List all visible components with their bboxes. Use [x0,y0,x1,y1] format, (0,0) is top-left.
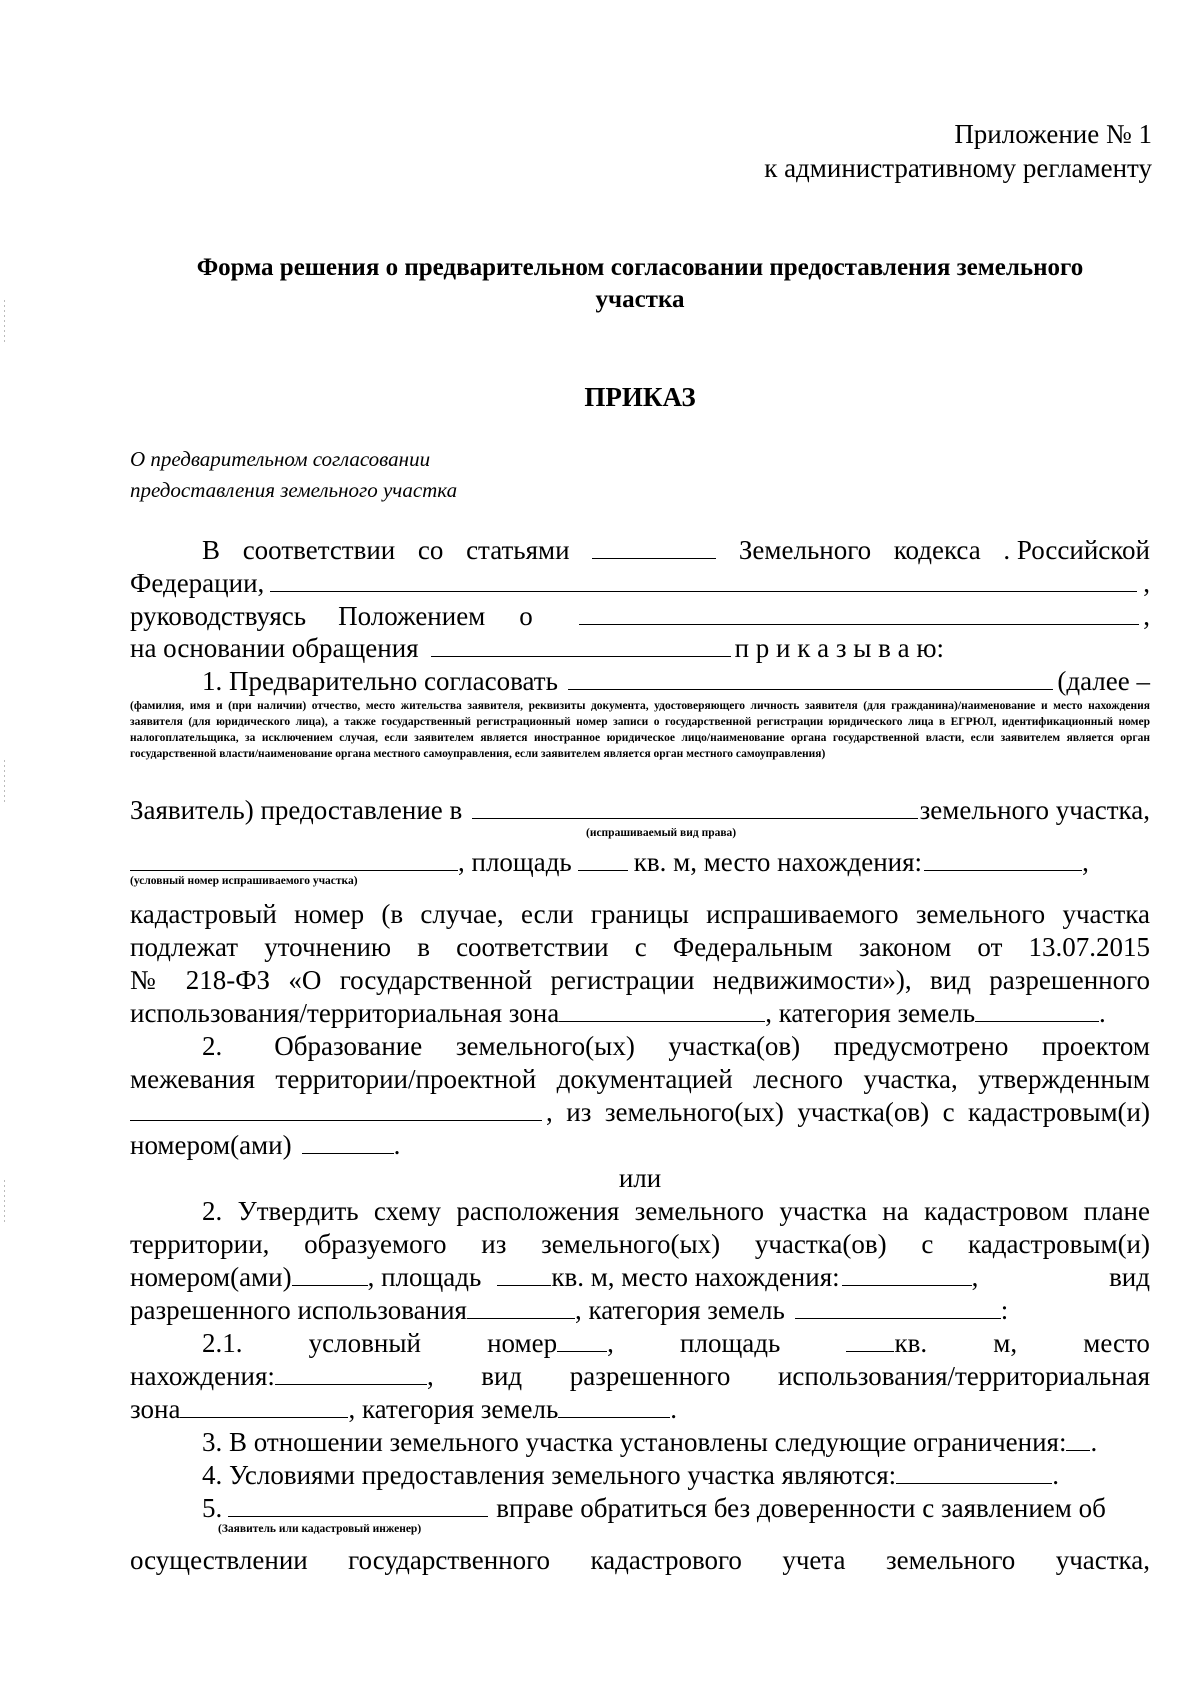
body-line-zone-category [130,997,1150,1029]
blank-field-zone [180,1395,348,1418]
body-line-item2 [130,1030,1150,1062]
text: со [417,535,444,565]
body-paragraph-line: № 218-ФЗ «О государственной регистрации недвижимости»), вид разрешенного [130,965,1150,995]
right-type-caption: (испрашиваемый вид права) [586,827,737,839]
blank-field-right-type [472,796,917,819]
text: 2.1. [202,1328,243,1358]
text: , [1143,568,1150,598]
blank-field [270,569,1137,592]
conditional-number-group [487,1327,614,1359]
area-group [846,1327,927,1359]
text: . [1090,1427,1098,1457]
text: : [1000,1295,1009,1325]
text: Заявитель) предоставление в [130,795,463,825]
body-line-basis [130,632,1150,664]
scan-margin-mark [4,300,5,342]
text: , [1143,601,1150,631]
body-line-item5 [130,1492,1150,1524]
body-line-numbers [130,1129,1150,1161]
blank-field-restrictions [1066,1428,1090,1451]
text: . Российской [1003,535,1150,565]
text: . [1099,998,1106,1028]
blank-field-zone [559,999,765,1022]
blank-field-articles [592,536,716,559]
text: Земельного [738,535,872,565]
body-paragraph-line: подлежат уточнению в соответствии с Федеральным законом от 13.07.2015 [130,932,1150,962]
text: . [393,1130,401,1160]
body-paragraph-line: территории, образуемого из земельного(ых) участка(ов) с кадастровым(и) [130,1229,1150,1259]
text: Положением [338,601,486,631]
text: кодекса [893,535,981,565]
text: кадастрового [590,1545,742,1575]
text: (далее – [1057,666,1150,696]
text: 5. [202,1493,223,1523]
body-line-approved [130,1096,1150,1128]
text: условный [308,1328,421,1358]
applicant-field-note: (фамилия, имя и (при наличии) отчество, место жительства заявителя, реквизиты документа, удостоверяющего личность заявителя (для гражданина)/наименование и место нахождения заявителя (для юридического лица), а также государственный регистрационный номер записи о государственной регистрации юридического лица в ЕГРЮЛ, идентификационный номер налогоплательщика, за исключением случая, если заявителем является иностранное юридическое лицо/наименование органа государственной власти, если заявителем является орган государственной власти/наименование органа местного самоуправления, если заявителем является орган местного самоуправления) [130,700,1150,760]
body-line-item21-location [130,1360,1150,1392]
blank-field-location [842,1263,972,1286]
text: кв. [894,1328,928,1358]
text: п р и к а з ы в а ю: [734,633,945,663]
body-line-scheme-area [130,1261,1150,1293]
text: зона [130,1394,181,1424]
text: м, [993,1328,1018,1358]
text: вправе обратиться без доверенности с заявлением об [496,1493,1106,1523]
appendix-number: Приложение № 1 [954,119,1152,149]
text: , площадь [367,1262,482,1292]
text: номером(ами) [130,1262,292,1292]
text: , из земельного(ых) участка(ов) с кадастровым(и) [546,1097,1150,1127]
blank-field [431,634,731,657]
body-line-scheme-use [130,1294,1150,1326]
scan-margin-mark [4,760,5,802]
blank-field-location [275,1362,427,1385]
body-line-item3 [130,1426,1150,1458]
blank-field [579,602,1139,625]
blank-field-area [497,1263,551,1286]
text: земельного [885,1545,1016,1575]
order-subject-line2: предоставления земельного участка [130,478,458,502]
text: номером(ами) [130,1130,292,1160]
text: нахождения: [130,1361,275,1391]
blank-field-category [558,1395,670,1418]
text: учета [782,1545,846,1575]
text: статьями [466,535,570,565]
text: о [519,601,533,631]
text: на основании обращения [130,633,419,663]
order-subject-line1: О предварительном согласовании [130,447,431,471]
text: 4. Условиями предоставления земельного участка являются: [202,1460,897,1490]
applicant-or-engineer-caption: (Заявитель или кадастровый инженер) [218,1523,422,1535]
blank-field-area [578,848,628,871]
text: Федерации, [130,568,265,598]
blank-field-conditional-number [130,848,458,871]
text: , категория земель [574,1295,785,1325]
scan-margin-mark [4,1180,5,1222]
blank-field-category [795,1296,1001,1319]
text: , вид разрешенного использования/территориальная [426,1361,1150,1391]
body-paragraph-line: межевания территории/проектной документацией лесного участка, утвержденным [130,1064,1150,1094]
blank-field-approved-by [130,1098,542,1121]
text: соответствии [242,535,396,565]
text: 2. [202,1031,223,1061]
form-title-line2: участка [595,286,685,313]
text: разрешенного использования [130,1295,467,1325]
text: осуществлении [130,1545,308,1575]
blank-field-cadastral-numbers [302,1131,394,1154]
text: участка, [1055,1545,1150,1575]
text: государственного [348,1545,551,1575]
text: , категория земель [348,1394,559,1424]
text: номер [487,1328,558,1358]
text: 3. В отношении земельного участка установлены следующие ограничения: [202,1427,1067,1457]
text: кв. м, место нахождения: [633,847,923,877]
body-line-guided [130,600,1150,632]
text: 1. Предварительно согласовать [202,666,558,696]
text: . [1052,1460,1059,1490]
order-heading: ПРИКАЗ [584,382,696,412]
blank-field-applicant [568,667,1053,690]
blank-field-conditions [896,1461,1052,1484]
body-line-right-type [130,794,1150,826]
body-line-last [130,1544,1150,1576]
blank-field-area [846,1329,894,1352]
blank-field-use [467,1296,575,1319]
blank-field-applicant-or-engineer [228,1494,488,1517]
text: , [1082,847,1089,877]
blank-field [292,1263,368,1286]
text: , площадь [458,847,572,877]
text: использования/территориальная зона [130,998,560,1028]
appendix-regulation: к административному регламенту [764,153,1152,183]
body-line-statutes [130,534,1150,566]
body-line-item4 [130,1459,1150,1491]
text: место [1083,1328,1150,1358]
form-title-line1: Форма решения о предварительном согласовании предоставления земельного [196,254,1084,281]
body-paragraph-line: кадастровый номер (в случае, если границы испрашиваемого земельного участка [130,899,1150,929]
text: , категория земель [765,998,976,1028]
text: площадь [680,1328,781,1358]
text: В [202,535,221,565]
or-separator: или [618,1163,662,1193]
body-line-item21-zone [130,1393,1150,1425]
text: . [670,1394,678,1424]
text: кв. м, место нахождения: [551,1262,840,1292]
body-paragraph-line: 2. Утвердить схему расположения земельного участка на кадастровом плане [202,1196,1150,1226]
blank-field-conditional-number [557,1329,607,1352]
blank-field-category [975,999,1099,1022]
body-line-item21 [130,1327,1150,1359]
text: Образование земельного(ых) участка(ов) предусмотрено проектом [274,1031,1150,1061]
body-line-federation [130,567,1150,599]
conditional-number-caption: (условный номер испрашиваемого участка) [130,875,358,887]
text: , [607,1328,614,1358]
text: , вид [971,1262,1150,1292]
text: земельного участка, [919,795,1150,825]
text: руководствуясь [130,601,307,631]
blank-field-location [924,848,1082,871]
body-line-item1 [130,665,1150,697]
